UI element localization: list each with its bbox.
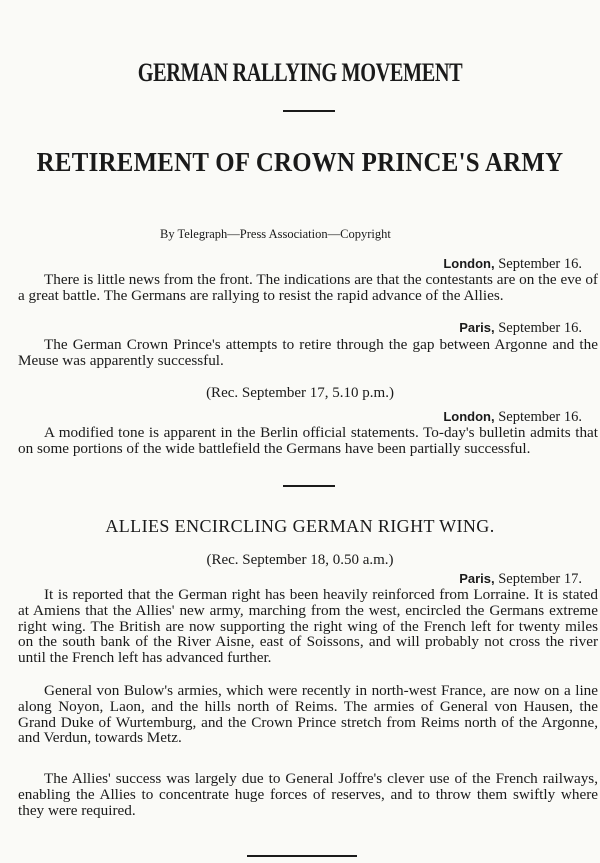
dateline-place: Paris, [459,320,495,335]
divider-rule [283,485,335,487]
received-note: (Rec. September 18, 0.50 a.m.) [206,552,394,568]
dateline-place: London, [443,256,495,271]
subheadline: RETIREMENT OF CROWN PRINCE'S ARMY [36,147,564,177]
dateline-date: September 16. [498,256,582,272]
article-paragraph: The German Crown Prince's attempts to retire through the gap between Argonne and the Meuse was apparently successful. [18,336,598,369]
section-heading: ALLIES ENCIRCLING GERMAN RIGHT WING. [105,516,495,536]
received-note: (Rec. September 17, 5.10 p.m.) [206,385,394,401]
article-paragraph: General von Bulow's armies, which were recently in north-west France, are now on a line along Noyon, Laon, and the hills north of Reims. The armies of General von Hausen, the Grand Duke of Wurtemburg, and the Crown Prince stretch from Reims north of the Argonne, and Verdun, towards Metz. [18,682,598,747]
dateline-place: London, [443,409,495,424]
dateline-place: Paris, [459,571,495,586]
dateline [459,320,582,337]
dateline-date: September 16. [498,320,582,336]
article-paragraph: There is little news from the front. The indications are that the contestants are on the eve of a great battle. The Germans are rallying to resist the rapid advance of the Allies. [18,271,598,304]
divider-rule [283,110,335,112]
headline: GERMAN RALLYING MOVEMENT [137,58,463,87]
article-paragraph: The Allies' success was largely due to General Joffre's clever use of the French railways, enabling the Allies to concentrate huge forces of reserves, and to throw them swiftly where they were required. [18,770,598,819]
article-paragraph: A modified tone is apparent in the Berlin official statements. To-day's bulletin admits that on some portions of the wide battlefield the Germans have been partially successful. [18,424,598,457]
wire-credit: By Telegraph—Press Association—Copyright [160,227,391,241]
divider-rule [247,855,357,857]
dateline-date: September 17. [498,571,582,587]
article-paragraph: It is reported that the German right has been heavily reinforced from Lorraine. It is stated at Amiens that the Allies' new army, marching from the west, encircled the Germans extreme right wing. The British are now supporting the right wing of the French left for twenty miles on the south bank of the River Aisne, east of Soissons, and will probably not cross the river until the French left has advanced further. [18,586,598,667]
dateline-date: September 16. [498,409,582,425]
